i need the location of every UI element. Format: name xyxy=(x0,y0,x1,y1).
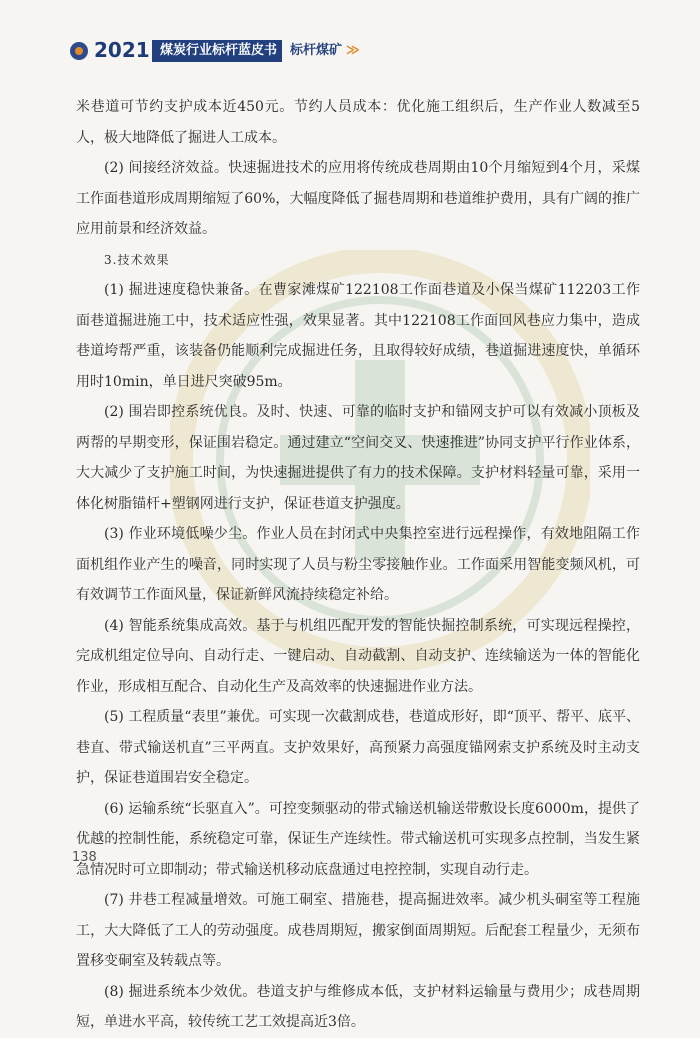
paragraph: (1) 掘进速度稳快兼备。在曹家滩煤矿122108工作面巷道及小保当煤矿112203工作面巷道掘进施工中，技术适应性强，效果显著。其中122108工作面回风巷应力集中，造成巷道垮帮严重，该装备仍能顺利完成掘进任务，且取得较好成绩，巷道掘进速度快，单循环用时10min，单日进尺突破95m。 xyxy=(76,282,640,390)
paragraph: (2) 围岩即控系统优良。及时、快速、可靠的临时支护和锚网支护可以有效减小顶板及两帮的早期变形，保证围岩稳定。通过建立“空间交叉、快速推进”协同支护平行作业体系，大大减少了支护施工时间，为快速掘进提供了有力的技术保障。支护材料轻量可靠，采用一体化树脂锚杆+塑钢网进行支护，保证巷道支护强度。 xyxy=(76,404,640,512)
section-tag-label: 标杆煤矿 xyxy=(290,43,343,58)
paragraph: (4) 智能系统集成高效。基于与机组匹配开发的智能快掘控制系统，可实现远程操控，完成机组定位导向、自动行走、一键启动、自动截割、自动支护、连续输送为一体的智能化作业，形成相互配合、自动化生产及高效率的快速掘进作业方法。 xyxy=(76,617,640,695)
section-tag xyxy=(290,40,360,62)
page-header xyxy=(0,0,700,70)
paragraph: (5) 工程质量“表里”兼优。可实现一次截割成巷，巷道成形好，即“顶平、帮平、底平、巷直、带式输送机直”三平两直。支护效果好，高预紧力高强度锚网索支护系统及时主动支护，保证巷道围岩安全稳定。 xyxy=(76,709,640,786)
chevron-right-icon: ≫ xyxy=(346,43,360,58)
paragraph: (8) 掘进系统本少效优。巷道支护与维修成本低，支护材料运输量与费用少；成巷周期短，单进水平高，较传统工艺工效提高近3倍。 xyxy=(76,983,640,1030)
paragraph: 米巷道可节约支护成本近450元。节约人员成本：优化施工组织后，生产作业人数减至5人，极大地降低了掘进人工成本。 xyxy=(76,99,640,146)
paragraph: (2) 间接经济效益。快速掘进技术的应用将传统成巷周期由10个月缩短到4个月，采煤工作面巷道形成周期缩短了60%，大幅度降低了掘巷周期和巷道维护费用，具有广阔的推广应用前景和经济效益。 xyxy=(76,160,640,237)
section-heading: 3.技术效果 xyxy=(104,252,170,267)
header-year: 2021 xyxy=(94,38,150,62)
article-body xyxy=(76,92,640,1038)
page-number: 138 xyxy=(72,850,97,865)
logo-icon xyxy=(70,42,88,60)
paragraph: (6) 运输系统“长驱直入”。可控变频驱动的带式输送机输送带敷设长度6000m，提供了优越的控制性能，系统稳定可靠，保证生产连续性。带式输送机可实现多点控制，当发生紧急情况时可立即制动；带式输送机移动底盘通过电控控制，实现自动行走。 xyxy=(76,800,640,878)
book-title: 煤炭行业标杆蓝皮书 xyxy=(152,40,282,62)
paragraph: (3) 作业环境低噪少尘。作业人员在封闭式中央集控室进行远程操作，有效地阻隔工作面机组作业产生的噪音，同时实现了人员与粉尘零接触作业。工作面采用智能变频风机，可有效调节工作面风量，保证新鲜风流持续稳定补给。 xyxy=(76,526,640,603)
paragraph: (7) 井巷工程减量增效。可施工硐室、措施巷，提高掘进效率。减少机头硐室等工程施工，大大降低了工人的劳动强度。成巷周期短，搬家倒面周期短。后配套工程量少，无须布置移变硐室及转载点等。 xyxy=(76,892,640,969)
